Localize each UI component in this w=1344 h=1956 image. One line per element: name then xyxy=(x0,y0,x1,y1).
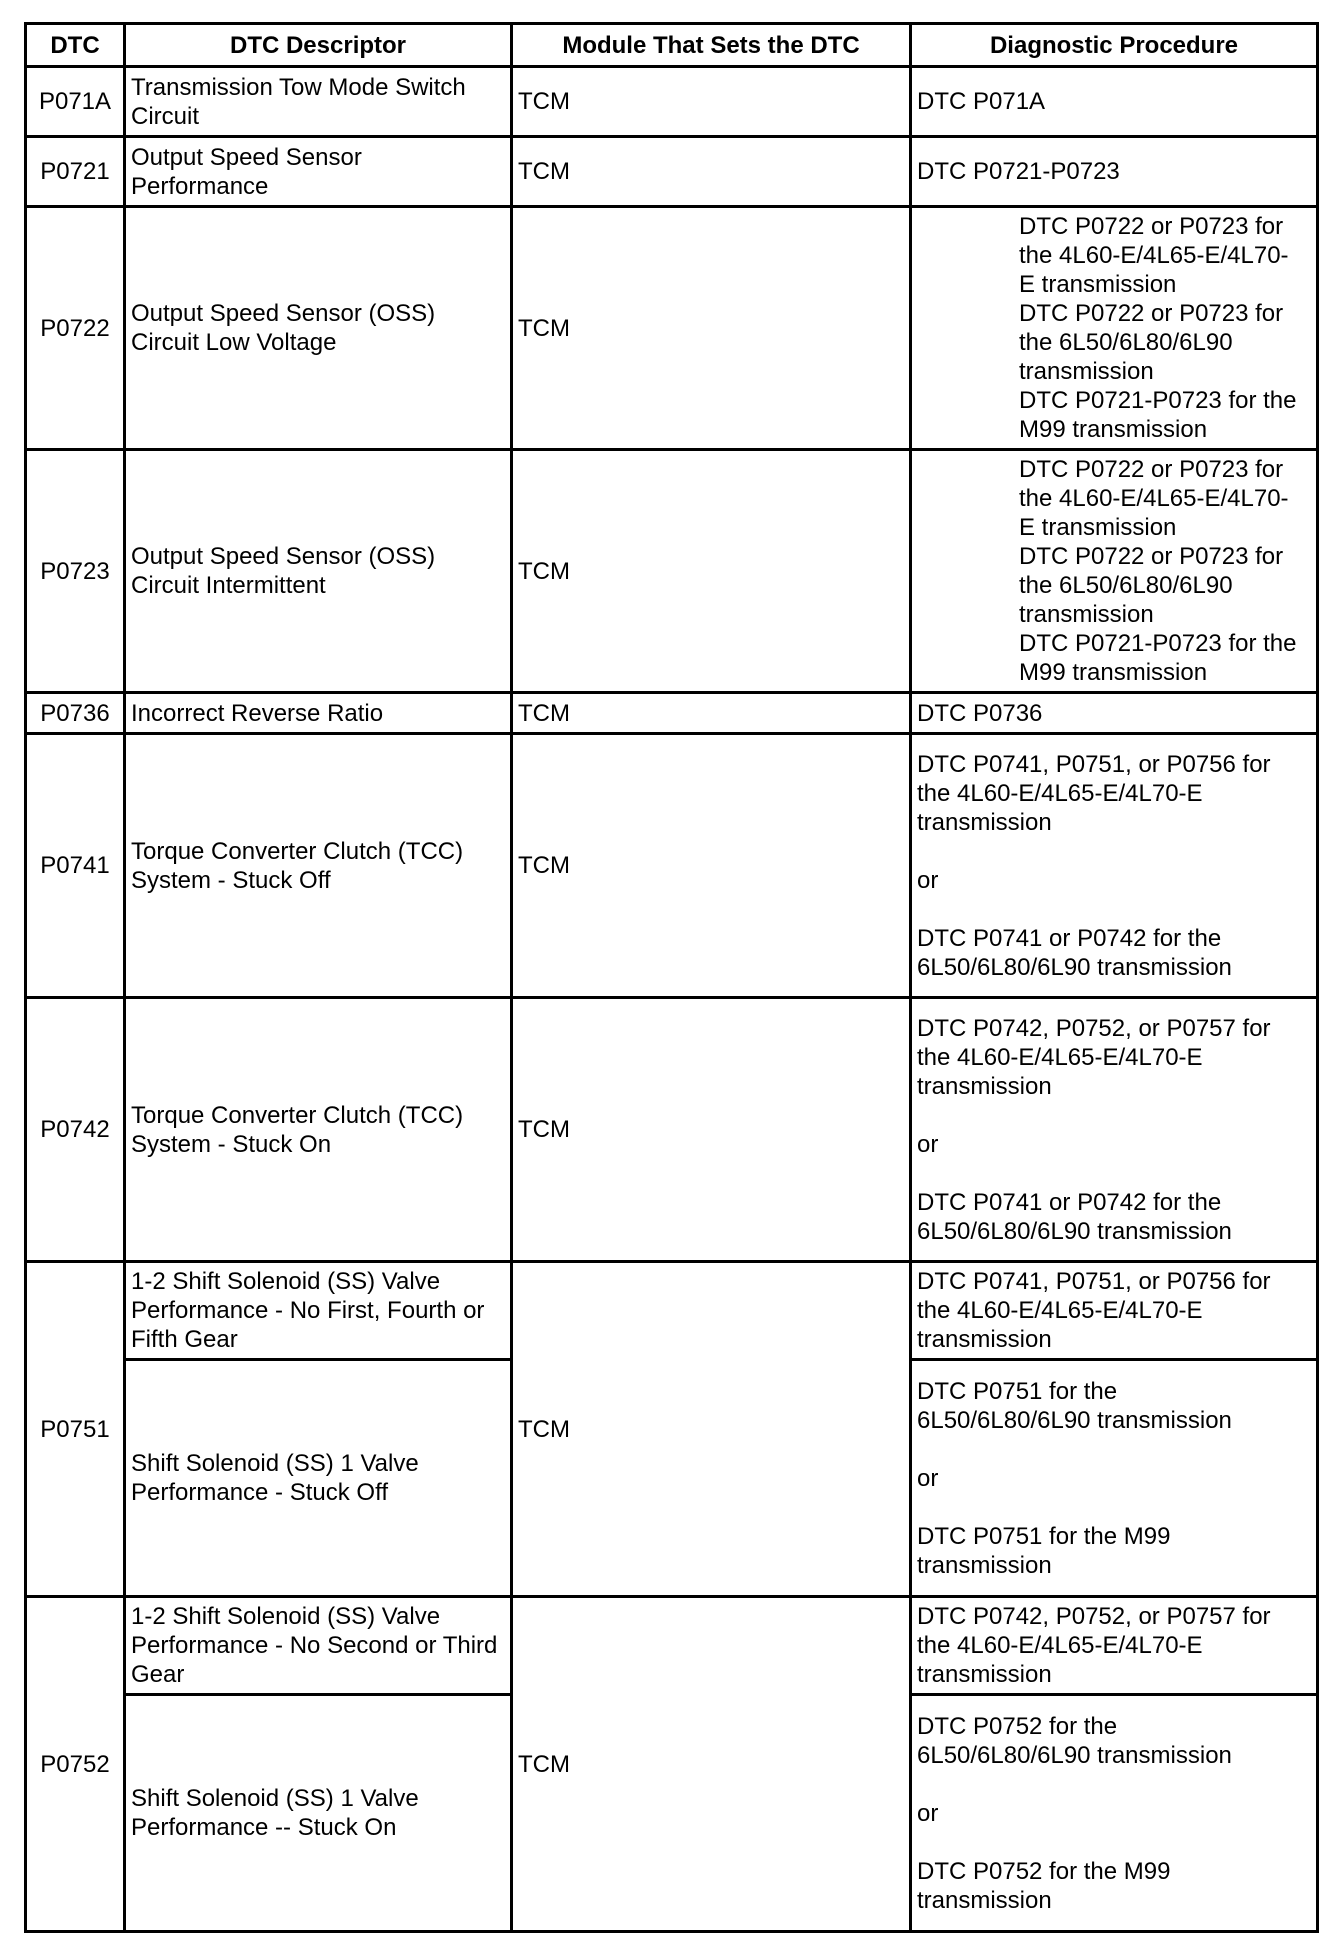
table-row xyxy=(26,207,1318,450)
procedure-cell: DTC P0742, P0752, or P0757 for the 4L60-E/4L65-E/4L70-E transmission xyxy=(911,1597,1318,1695)
header-dtc: DTC xyxy=(26,24,125,67)
dtc-code: P0742 xyxy=(26,998,125,1262)
dtc-code: P0723 xyxy=(26,450,125,693)
dtc-descriptor: Output Speed Sensor (OSS) Circuit Intermittent xyxy=(125,450,512,693)
dtc-descriptor: Shift Solenoid (SS) 1 Valve Performance - Stuck Off xyxy=(125,1360,512,1597)
header-module: Module That Sets the DTC xyxy=(512,24,911,67)
procedure-cell: DTC P0736 xyxy=(911,693,1318,734)
dtc-descriptor: Transmission Tow Mode Switch Circuit xyxy=(125,67,512,137)
procedure-cell: DTC P0752 for the 6L50/6L80/6L90 transmission or DTC P0752 for the M99 transmission xyxy=(911,1695,1318,1932)
header-procedure: Diagnostic Procedure xyxy=(911,24,1318,67)
table-row xyxy=(26,450,1318,693)
dtc-table xyxy=(24,22,1319,1933)
module-cell: TCM xyxy=(512,734,911,998)
module-cell: TCM xyxy=(512,1597,911,1932)
dtc-descriptor: Shift Solenoid (SS) 1 Valve Performance -- Stuck On xyxy=(125,1695,512,1932)
procedure-cell: DTC P0722 or P0723 for the 4L60-E/4L65-E/4L70- E transmission DTC P0722 or P0723 for the 6L50/6L80/6L90 transmission DTC P0721-P0723 for the M99 transmission xyxy=(911,207,1318,450)
procedure-cell: DTC P0721-P0723 xyxy=(911,137,1318,207)
dtc-code: P0722 xyxy=(26,207,125,450)
header-descriptor: DTC Descriptor xyxy=(125,24,512,67)
dtc-descriptor: Output Speed Sensor Performance xyxy=(125,137,512,207)
dtc-code: P0741 xyxy=(26,734,125,998)
header-row xyxy=(26,24,1318,67)
procedure-cell: DTC P0741, P0751, or P0756 for the 4L60-E/4L65-E/4L70-E transmission xyxy=(911,1262,1318,1360)
module-cell: TCM xyxy=(512,137,911,207)
table-row xyxy=(26,137,1318,207)
module-cell: TCM xyxy=(512,998,911,1262)
dtc-code: P0751 xyxy=(26,1262,125,1597)
module-cell: TCM xyxy=(512,450,911,693)
dtc-code: P0752 xyxy=(26,1597,125,1932)
dtc-descriptor: Output Speed Sensor (OSS) Circuit Low Voltage xyxy=(125,207,512,450)
table-row xyxy=(26,734,1318,998)
procedure-cell: DTC P0742, P0752, or P0757 for the 4L60-E/4L65-E/4L70-E transmission or DTC P0741 or P0742 for the 6L50/6L80/6L90 transmission xyxy=(911,998,1318,1262)
table-row xyxy=(26,998,1318,1262)
procedure-cell: DTC P071A xyxy=(911,67,1318,137)
procedure-cell: DTC P0751 for the 6L50/6L80/6L90 transmission or DTC P0751 for the M99 transmission xyxy=(911,1360,1318,1597)
module-cell: TCM xyxy=(512,67,911,137)
module-cell: TCM xyxy=(512,207,911,450)
dtc-code: P0736 xyxy=(26,693,125,734)
dtc-descriptor: Torque Converter Clutch (TCC) System - Stuck Off xyxy=(125,734,512,998)
table-row xyxy=(26,1262,1318,1360)
module-cell: TCM xyxy=(512,1262,911,1597)
dtc-code: P0721 xyxy=(26,137,125,207)
table-row xyxy=(26,67,1318,137)
dtc-descriptor: 1-2 Shift Solenoid (SS) Valve Performance - No Second or Third Gear xyxy=(125,1597,512,1695)
procedure-cell: DTC P0722 or P0723 for the 4L60-E/4L65-E/4L70- E transmission DTC P0722 or P0723 for the 6L50/6L80/6L90 transmission DTC P0721-P0723 for the M99 transmission xyxy=(911,450,1318,693)
dtc-descriptor: Incorrect Reverse Ratio xyxy=(125,693,512,734)
table-row xyxy=(26,1597,1318,1695)
module-cell: TCM xyxy=(512,693,911,734)
procedure-cell: DTC P0741, P0751, or P0756 for the 4L60-E/4L65-E/4L70-E transmission or DTC P0741 or P0742 for the 6L50/6L80/6L90 transmission xyxy=(911,734,1318,998)
dtc-descriptor: 1-2 Shift Solenoid (SS) Valve Performance - No First, Fourth or Fifth Gear xyxy=(125,1262,512,1360)
dtc-code: P071A xyxy=(26,67,125,137)
dtc-descriptor: Torque Converter Clutch (TCC) System - Stuck On xyxy=(125,998,512,1262)
table-row xyxy=(26,693,1318,734)
